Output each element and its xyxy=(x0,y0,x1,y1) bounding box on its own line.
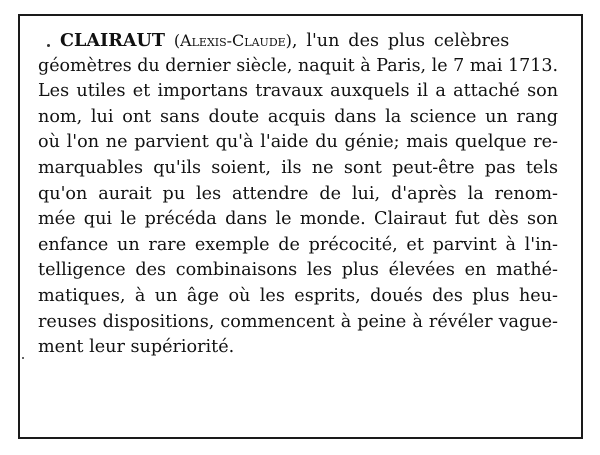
text-line xyxy=(38,54,558,80)
line-text: où l'on ne parvient qu'à l'aide du génie; mais quelque re- xyxy=(38,132,558,153)
line-text: ment leur supériorité. xyxy=(38,337,235,358)
text-line xyxy=(38,156,558,182)
text-line xyxy=(38,182,558,208)
line-text: géomètres du dernier siècle, naquit à Paris, le 7 mai 1713. xyxy=(38,55,559,76)
text-line xyxy=(38,207,558,233)
line-text: enfance un rare exemple de précocité, et parvint à l'in- xyxy=(38,234,559,255)
text-line xyxy=(38,284,558,310)
line-text: reuses dispositions, commencent à peine à révéler vague- xyxy=(38,311,558,332)
text-line xyxy=(38,28,558,54)
text-line xyxy=(38,233,558,259)
line-text: marquables qu'ils soient, ils ne sont peut-être pas tels xyxy=(38,157,558,178)
line-text: , l'un des plus celèbres xyxy=(291,31,510,51)
subject-name: CLAIRAUT xyxy=(60,30,165,51)
line-text: Les utiles et importans travaux auxquels il a attaché son xyxy=(38,81,559,102)
subject-given-names: (Alexis-Claude) xyxy=(173,31,292,50)
text-line xyxy=(38,258,558,284)
line-text: matiques, à un âge où les esprits, doués des plus heu- xyxy=(38,285,558,306)
line-text: telligence des combinaisons les plus élevées en mathé- xyxy=(38,260,559,281)
text-line xyxy=(38,335,558,361)
biography-paragraph xyxy=(38,28,558,361)
line-text: nom, lui ont sans doute acquis dans la science un rang xyxy=(38,106,559,127)
line-text: qu'on aurait pu les attendre de lui, d'après la renom- xyxy=(38,183,558,204)
text-line xyxy=(38,130,558,156)
text-line xyxy=(38,310,558,336)
text-line xyxy=(38,105,558,131)
text-line xyxy=(38,79,558,105)
line-text: mée qui le précéda dans le monde. Clairaut fut dès son xyxy=(38,209,558,230)
ink-speck xyxy=(22,357,24,359)
